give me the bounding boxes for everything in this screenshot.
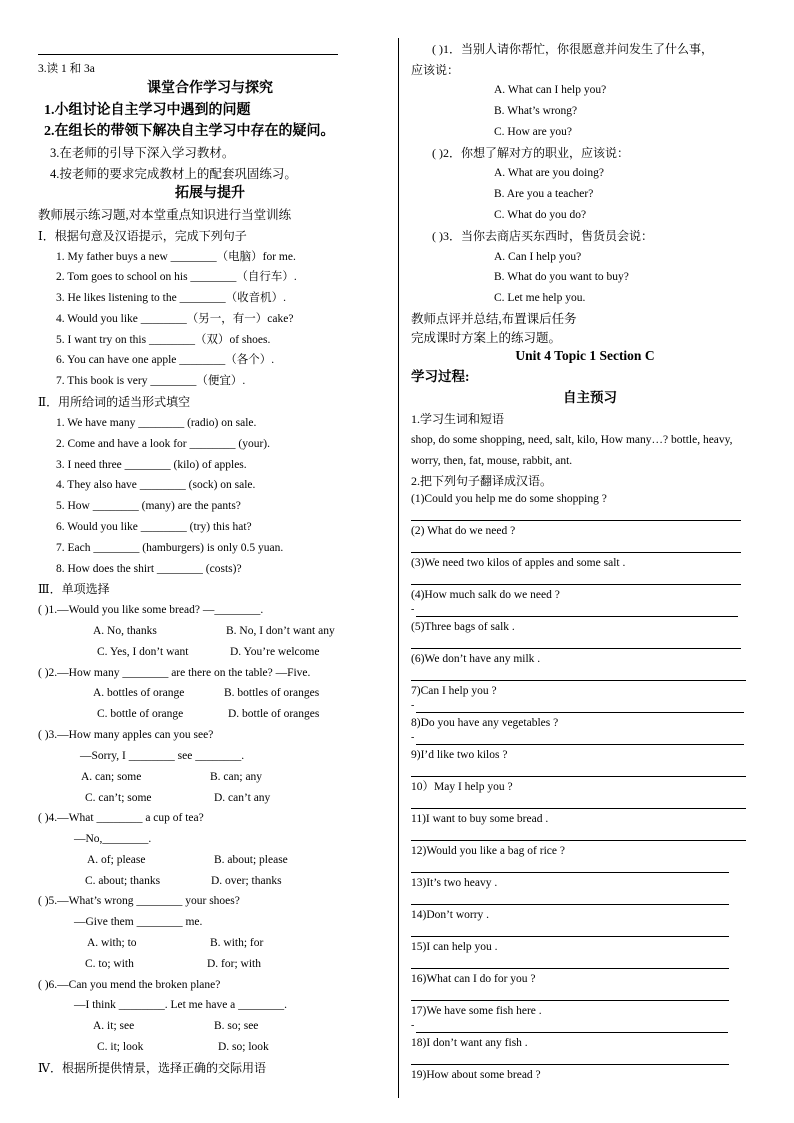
comm3-question: ( )3．当你去商店买东西时，售货员会说： [432, 229, 653, 243]
coop-item-1: 1.小组讨论自主学习中遇到的问题 [44, 103, 251, 118]
mc6-stem: —I think ________. Let me have a ________. [74, 999, 288, 1011]
mc5-option-a: A. with; to [87, 937, 137, 949]
sentence-1: (1)Could you help me do some shopping ? [411, 493, 607, 505]
answer-line-11[interactable] [411, 840, 746, 841]
answer-line-4[interactable] [416, 616, 738, 617]
mc1-option-a: A. No, thanks [93, 625, 157, 637]
answer-line-9[interactable] [411, 776, 746, 777]
comm3-option-b: B. What do you want to buy? [494, 271, 629, 283]
comm1-option-c: C. How are you? [494, 126, 572, 138]
translate-title: 2.把下列句子翻译成汉语。 [411, 474, 553, 488]
sentence-11: 11)I want to buy some bread . [411, 813, 549, 825]
answer-line-1[interactable] [411, 520, 741, 521]
mc4-option-a: A. of; please [87, 854, 146, 866]
answer-line-8[interactable] [416, 744, 744, 745]
answer-line-7[interactable] [416, 712, 744, 713]
unit-heading: Unit 4 Topic 1 Section C [515, 348, 655, 363]
part2-title: Ⅱ．用所给词的适当形式填空 [38, 395, 191, 409]
part1-item-6: 6. You can have one apple ________（各个）. [56, 354, 275, 366]
mc3-question: ( )3.—How many apples can you see? [38, 729, 214, 741]
teacher-note: 教师展示练习题,对本堂重点知识进行当堂训练 [38, 208, 292, 222]
comm1-option-b: B. What’s wrong? [494, 105, 578, 117]
part1-item-1: 1. My father buys a new ________（电脑）for me. [56, 251, 296, 263]
vocab-title: 1.学习生词和短语 [411, 412, 505, 426]
mc5-option-d: D. for; with [207, 958, 261, 970]
intro-text: 3.读 1 和 3a [38, 63, 95, 75]
comm1-option-a: A. What can I help you? [494, 84, 607, 96]
mc5-option-c: C. to; with [85, 958, 134, 970]
part2-item-6: 6. Would you like ________ (try) this hat? [56, 521, 252, 533]
comm1-question: ( )1．当别人请你帮忙，你很愿意并问发生了什么事， [432, 42, 713, 56]
mc1-question: ( )1.—Would you like some bread? —________. [38, 604, 264, 616]
answer-line-3[interactable] [411, 584, 741, 585]
top-rule [38, 54, 338, 55]
sentence-7: 7)Can I help you ? [411, 685, 497, 697]
process-heading: 学习过程: [411, 369, 470, 384]
part4-title: Ⅳ．根据所提供情景，选择正确的交际用语 [38, 1061, 266, 1075]
answer-line-10[interactable] [411, 808, 746, 809]
mc4-option-c: C. about; thanks [85, 875, 161, 887]
part1-title: Ⅰ．根据句意及汉语提示，完成下列句子 [38, 229, 247, 243]
dash-17: - [411, 1020, 415, 1031]
comm3-option-a: A. Can I help you? [494, 251, 582, 263]
answer-line-16[interactable] [411, 1000, 729, 1001]
mc2-option-c: C. bottle of orange [97, 708, 184, 720]
dash-8: - [411, 732, 415, 743]
vocab-line-2: worry, then, fat, mouse, rabbit, ant. [411, 455, 573, 467]
comm2-option-c: C. What do you do? [494, 209, 587, 221]
mc2-option-d: D. bottle of oranges [228, 708, 320, 720]
sentence-16: 16)What can I do for you ? [411, 973, 536, 985]
part3-title: Ⅲ．单项选择 [38, 582, 110, 596]
section-coop-title: 课堂合作学习与探究 [147, 81, 273, 96]
sentence-19: 19)How about some bread ? [411, 1069, 541, 1081]
sentence-8: 8)Do you have any vegetables ? [411, 717, 559, 729]
mc3-option-b: B. can; any [210, 771, 263, 783]
mc1-option-c: C. Yes, I don’t want [97, 646, 189, 658]
sentence-17: 17)We have some fish here . [411, 1005, 542, 1017]
coop-item-3: 3.在老师的引导下深入学习教材。 [50, 146, 235, 160]
column-divider [398, 38, 399, 1098]
sentence-14: 14)Don’t worry . [411, 909, 490, 921]
dash-4: - [411, 604, 415, 615]
answer-line-6[interactable] [411, 680, 746, 681]
answer-line-15[interactable] [411, 968, 729, 969]
answer-line-5[interactable] [411, 648, 741, 649]
mc6-option-a: A. it; see [93, 1020, 135, 1032]
mc2-option-b: B. bottles of oranges [224, 687, 320, 699]
mc2-question: ( )2.—How many ________ are there on the table? —Five. [38, 667, 311, 679]
dash-7: - [411, 700, 415, 711]
answer-line-12[interactable] [411, 872, 729, 873]
mc6-option-c: C. it; look [97, 1041, 144, 1053]
mc1-option-d: D. You’re welcome [230, 646, 320, 658]
mc6-option-b: B. so; see [214, 1020, 259, 1032]
sentence-12: 12)Would you like a bag of rice ? [411, 845, 565, 857]
mc5-question: ( )5.—What’s wrong ________ your shoes? [38, 895, 240, 907]
mc3-option-d: D. can’t any [214, 792, 271, 804]
mc6-question: ( )6.—Can you mend the broken plane? [38, 979, 221, 991]
part1-item-7: 7. This book is very ________（便宜）. [56, 375, 246, 387]
part2-item-7: 7. Each ________ (hamburgers) is only 0.5 yuan. [56, 542, 284, 554]
vocab-line-1: shop, do some shopping, need, salt, kilo, How many…? bottle, heavy, [411, 434, 733, 446]
coop-item-4: 4.按老师的要求完成教材上的配套巩固练习。 [50, 167, 297, 181]
mc3-option-a: A. can; some [81, 771, 142, 783]
comm2-option-b: B. Are you a teacher? [494, 188, 594, 200]
part1-item-4: 4. Would you like ________（另一，有一）cake? [56, 313, 294, 325]
part1-item-5: 5. I want try on this ________（双）of shoes. [56, 334, 271, 346]
sentence-5: (5)Three bags of salk . [411, 621, 515, 633]
sentence-13: 13)It’s two heavy . [411, 877, 498, 889]
mc3-option-c: C. can’t; some [85, 792, 152, 804]
mc5-option-b: B. with; for [210, 937, 264, 949]
part1-item-2: 2. Tom goes to school on his ________（自行车）. [56, 271, 297, 283]
answer-line-14[interactable] [411, 936, 729, 937]
part2-item-4: 4. They also have ________ (sock) on sale. [56, 479, 256, 491]
comm2-question: ( )2．你想了解对方的职业，应该说： [432, 146, 629, 160]
summary-line-1: 教师点评并总结,布置课后任务 [411, 312, 577, 326]
part2-item-5: 5. How ________ (many) are the pants? [56, 500, 241, 512]
part2-item-8: 8. How does the shirt ________ (costs)? [56, 563, 242, 575]
sentence-4: (4)How much salk do we need ? [411, 589, 560, 601]
answer-line-17[interactable] [416, 1032, 728, 1033]
mc1-option-b: B. No, I don’t want any [226, 625, 335, 637]
answer-line-13[interactable] [411, 904, 729, 905]
part2-item-1: 1. We have many ________ (radio) on sale. [56, 417, 257, 429]
section-ext-title: 拓展与提升 [175, 186, 245, 201]
coop-item-2: 2.在组长的带领下解决自主学习中存在的疑问。 [44, 124, 335, 139]
sentence-15: 15)I can help you . [411, 941, 498, 953]
sentence-9: 9)I’d like two kilos ? [411, 749, 508, 761]
comm2-option-a: A. What are you doing? [494, 167, 604, 179]
answer-line-2[interactable] [411, 552, 741, 553]
summary-line-2: 完成课时方案上的练习题。 [411, 331, 562, 345]
part2-item-3: 3. I need three ________ (kilo) of apples. [56, 459, 247, 471]
sentence-6: (6)We don’t have any milk . [411, 653, 541, 665]
mc3-stem: —Sorry, I ________ see ________. [80, 750, 245, 762]
comm1-question-cont: 应该说： [411, 63, 460, 77]
mc4-question: ( )4.—What ________ a cup of tea? [38, 812, 204, 824]
comm3-option-c: C. Let me help you. [494, 292, 586, 304]
mc2-option-a: A. bottles of orange [93, 687, 185, 699]
sentence-18: 18)I don’t want any fish . [411, 1037, 528, 1049]
mc4-option-d: D. over; thanks [211, 875, 282, 887]
part1-item-3: 3. He likes listening to the ________（收音机）. [56, 292, 286, 304]
answer-line-18[interactable] [411, 1064, 729, 1065]
mc5-stem: —Give them ________ me. [74, 916, 203, 928]
mc4-option-b: B. about; please [214, 854, 288, 866]
preview-heading: 自主预习 [563, 390, 617, 405]
sentence-10: 10）May I help you ? [411, 781, 513, 793]
sentence-2: (2) What do we need ? [411, 525, 516, 537]
part2-item-2: 2. Come and have a look for ________ (your). [56, 438, 270, 450]
mc4-stem: —No,________. [74, 833, 152, 845]
mc6-option-d: D. so; look [218, 1041, 269, 1053]
sentence-3: (3)We need two kilos of apples and some salt . [411, 557, 626, 569]
